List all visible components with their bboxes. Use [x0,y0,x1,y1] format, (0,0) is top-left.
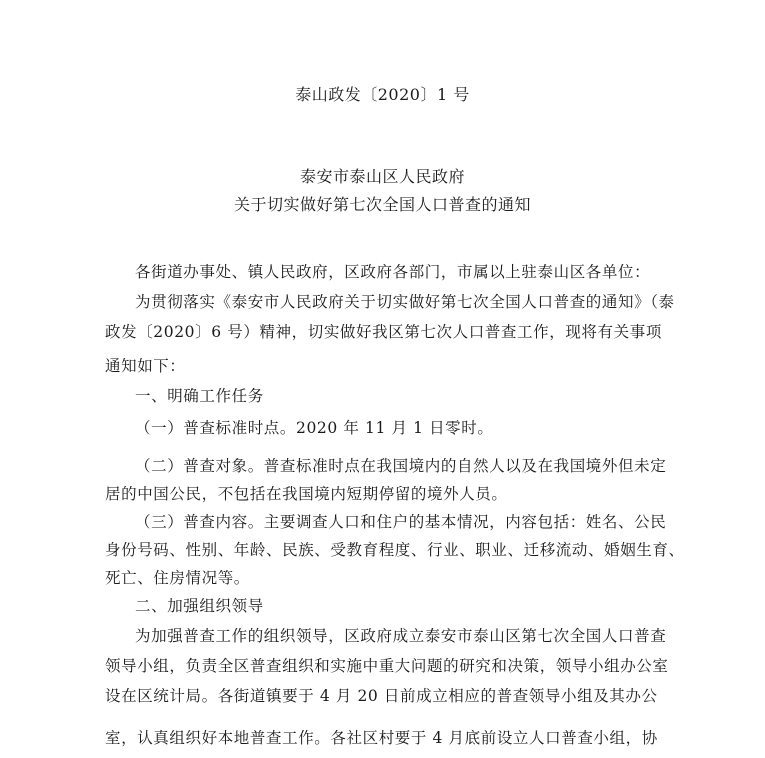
paragraph-line: 为加强普查工作的组织领导，区政府成立泰安市泰山区第七次全国人口普查 [135,627,667,645]
paragraph-line: 通知如下： [105,357,186,375]
paragraph-line: 室，认真组织好本地普查工作。各社区村要于 4 月底前设立人口普查小组，协 [105,729,658,747]
paragraph-line: 为贯彻落实《泰安市人民政府关于切实做好第七次全国人口普查的通知》（泰 [135,293,675,311]
paragraph-line: 居的中国公民，不包括在我国境内短期停留的境外人员。 [105,485,508,503]
title-line-2: 关于切实做好第七次全国人口普查的通知 [233,195,531,214]
document-number: 泰山政发〔2020〕1 号 [295,85,470,104]
section-heading: 一、明确工作任务 [135,387,264,405]
paragraph-line: 政发〔2020〕6 号）精神，切实做好我区第七次人口普查工作，现将有关事项 [105,323,662,341]
salutation: 各街道办事处、镇人民政府，区政府各部门，市属以上驻泰山区各单位： [135,263,651,281]
paragraph-line: 死亡、住房情况等。 [105,569,250,587]
title-line-1: 泰安市泰山区人民政府 [299,167,465,186]
paragraph-line: （三）普查内容。主要调查人口和住户的基本情况，内容包括：姓名、公民 [135,513,667,531]
paragraph-line: 身份号码、性别、年龄、民族、受教育程度、行业、职业、迁移流动、婚姻生育、 [105,541,685,559]
paragraph-line: 领导小组，负责全区普查组织和实施中重大问题的研究和决策，领导小组办公室 [105,657,669,675]
document-title [0,163,765,219]
paragraph-line: 设在区统计局。各街道镇要于 4 月 20 日前成立相应的普查领导小组及其办公 [105,687,658,705]
paragraph-line: （一）普查标准时点。2020 年 11 月 1 日零时。 [135,419,494,437]
section-heading: 二、加强组织领导 [135,597,264,615]
paragraph-line: （二）普查对象。普查标准时点在我国境内的自然人以及在我国境外但未定 [135,457,667,475]
